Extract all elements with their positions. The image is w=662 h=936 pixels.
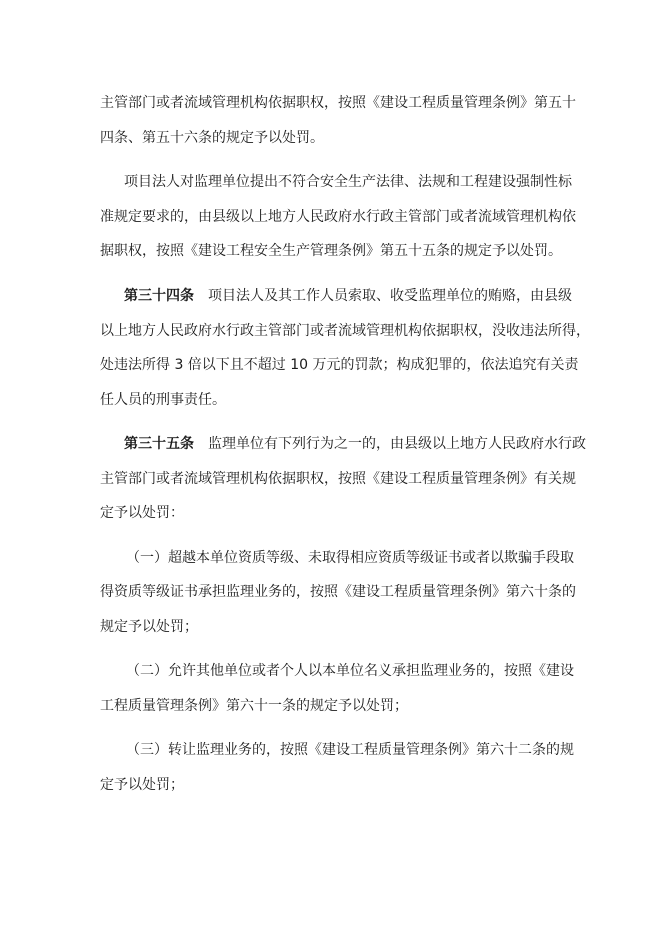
text-line: 项目法人及其工作人员索取、收受监理单位的贿赂，由县级 <box>208 288 572 304</box>
text-line: 四条、第五十六条的规定予以处罚。 <box>100 130 324 146</box>
text-line: 主管部门或者流域管理机构依据职权，按照《建设工程质量管理条例》有关规 <box>100 471 576 487</box>
list-item-line: （三）转让监理业务的，按照《建设工程质量管理条例》第六十二条的规 <box>126 742 574 758</box>
list-item-line: （一）超越本单位资质等级、未取得相应资质等级证书或者以欺骗手段取 <box>126 550 574 566</box>
article-34-first-line <box>124 286 662 306</box>
text-line: 准规定要求的，由县级以上地方人民政府水行政主管部门或者流域管理机构依 <box>100 209 576 225</box>
text-line: 据职权，按照《建设工程安全生产管理条例》第五十五条的规定予以处罚。 <box>100 243 562 259</box>
text-line: 主管部门或者流域管理机构依据职权，按照《建设工程质量管理条例》第五十 <box>100 95 576 111</box>
text-line: 处违法所得 3 倍以下且不超过 10 万元的罚款；构成犯罪的，依法追究有关责 <box>100 357 579 373</box>
text-line: 项目法人对监理单位提出不符合安全生产法律、法规和工程建设强制性标 <box>124 174 572 190</box>
article-34-heading: 第三十四条 <box>124 288 194 304</box>
text-line: 以上地方人民政府水行政主管部门或者流域管理机构依据职权，没收违法所得， <box>100 323 590 339</box>
article-35-first-line <box>124 434 662 454</box>
text-line: 工程质量管理条例》第六十一条的规定予以处罚； <box>100 698 408 714</box>
article-35-heading: 第三十五条 <box>124 436 194 452</box>
text-line: 监理单位有下列行为之一的，由县级以上地方人民政府水行政 <box>208 436 586 452</box>
text-line: 得资质等级证书承担监理业务的，按照《建设工程质量管理条例》第六十条的 <box>100 584 576 600</box>
text-line: 定予以处罚； <box>100 777 184 793</box>
list-item-line: （二）允许其他单位或者个人以本单位名义承担监理业务的，按照《建设 <box>126 663 574 679</box>
text-line: 任人员的刑事责任。 <box>100 392 226 408</box>
text-line: 定予以处罚： <box>100 505 184 521</box>
text-line: 规定予以处罚； <box>100 619 198 635</box>
